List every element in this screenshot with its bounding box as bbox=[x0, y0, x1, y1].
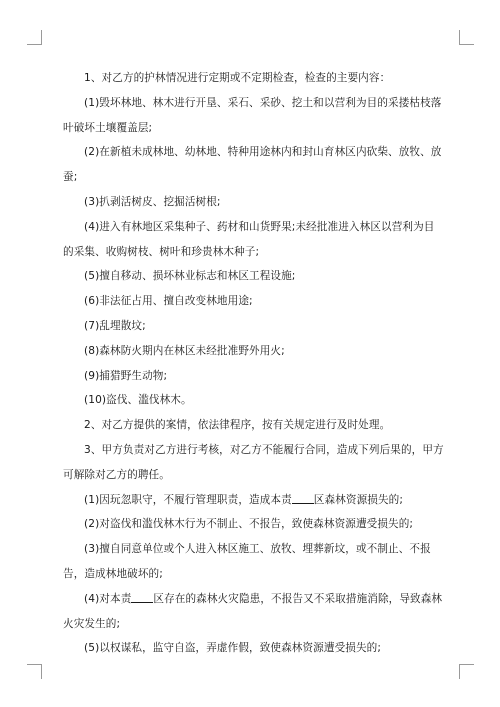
paragraph-inspection-intro: 1、对乙方的护林情况进行定期或不定期检查，检查的主要内容： bbox=[84, 72, 391, 84]
fill-in-blank bbox=[292, 493, 314, 504]
paragraph-consequence-4 bbox=[63, 587, 445, 637]
paragraph-item-8: (8)森林防火期内在林区未经批准野外用火; bbox=[84, 344, 285, 357]
paragraph-consequence-2: (2)对盗伐和滥伐林木行为不制止、不报告，致使森林资源遭受损失的; bbox=[84, 518, 414, 531]
paragraph-item-5: (5)擅自移动、损坏林业标志和林区工程设施; bbox=[84, 270, 296, 283]
consequence-1-text-before: (1)因玩忽职守，不履行管理职责，造成本责 bbox=[84, 493, 292, 506]
crop-mark-top-left bbox=[27, 30, 42, 45]
paragraph-item-1: (1)毁坏林地、林木进行开垦、采石、采砂、挖土和以营利为目的采搂枯枝落叶破坏土壤覆盖层; bbox=[63, 96, 442, 134]
paragraph-item-4: (4)进入有林地区采集种子、药材和山货野果;未经批准进入林区以营利为目的采集、收购树枝、树叶和珍贵林木种子; bbox=[63, 220, 435, 258]
document-body bbox=[63, 66, 445, 661]
consequence-4-text-after: 区存在的森林火灾隐患，不报告又不采取措施消除，导致森林火灾发生的; bbox=[63, 592, 443, 630]
fill-in-blank bbox=[131, 592, 153, 603]
paragraph-item-9: (9)捕猎野生动物; bbox=[84, 369, 168, 382]
paragraph-consequence-1 bbox=[63, 488, 445, 513]
paragraph-item-10: (10)盗伐、滥伐林木。 bbox=[84, 394, 192, 407]
paragraph-assessment: 3、甲方负责对乙方进行考核，对乙方不能履行合同，造成下列后果的，甲方可解除对乙方的聘任。 bbox=[63, 443, 444, 481]
crop-mark-bottom-right bbox=[459, 664, 474, 679]
paragraph-item-7: (7)乱埋散坟; bbox=[84, 319, 146, 332]
consequence-1-text-after: 区森林资源损失的; bbox=[313, 493, 404, 506]
crop-mark-top-right bbox=[459, 30, 474, 45]
paragraph-consequence-3: (3)擅自同意单位或个人进入林区施工、放牧、埋葬新坟，或不制止、不报告，造成林地破坏的; bbox=[63, 543, 431, 580]
crop-mark-bottom-left bbox=[27, 664, 42, 679]
paragraph-item-6: (6)非法征占用、擅自改变林地用途; bbox=[84, 295, 253, 308]
consequence-4-text-before: (4)对本责 bbox=[84, 592, 132, 605]
paragraph-consequence-5: (5)以权谋私，监守自盗，弄虚作假，致使森林资源遭受损失的; bbox=[84, 642, 382, 655]
paragraph-item-2: (2)在新植未成林地、幼林地、特种用途林内和封山育林区内砍柴、放牧、放蚕; bbox=[63, 146, 442, 184]
paragraph-item-3: (3)扒剥活树皮、挖掘活树根; bbox=[84, 195, 221, 208]
paragraph-case-handling: 2、对乙方提供的案情，依法律程序，按有关规定进行及时处理。 bbox=[84, 419, 391, 432]
